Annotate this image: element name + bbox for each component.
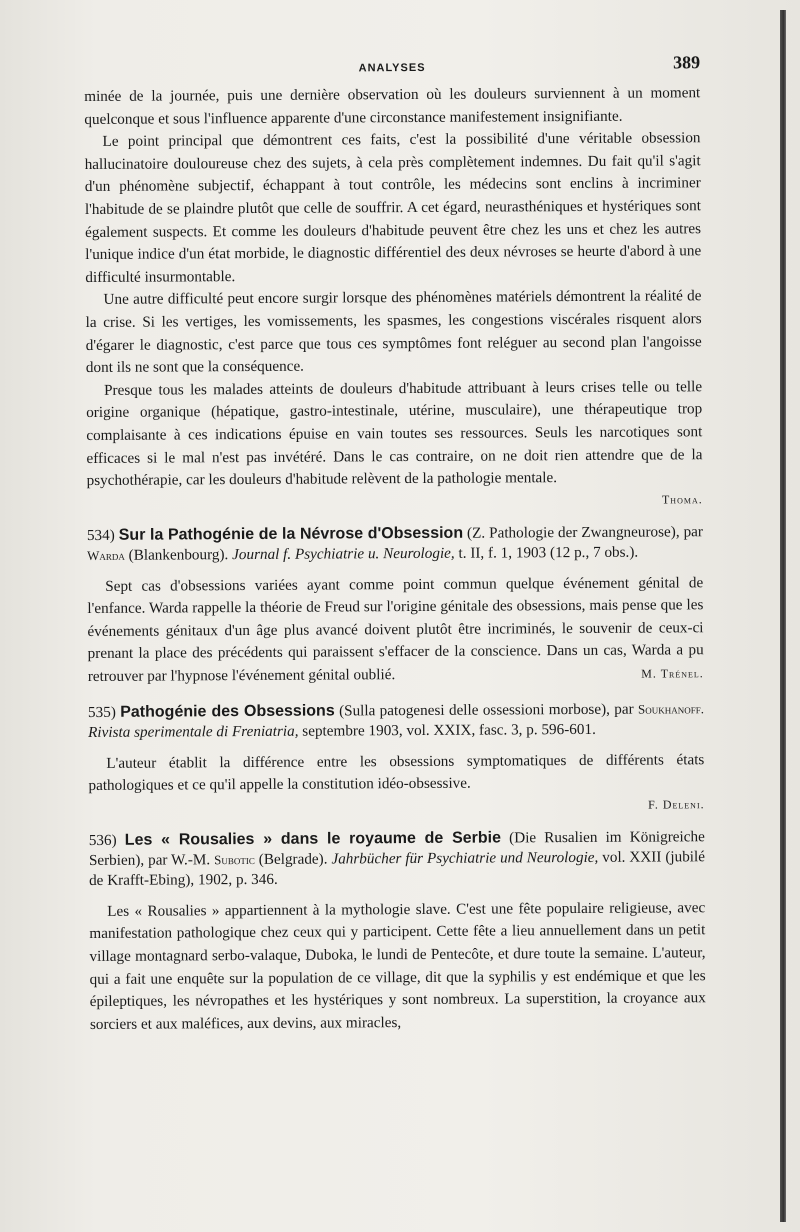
- page-number: 389: [672, 52, 701, 73]
- running-title: ANALYSES: [358, 61, 426, 75]
- entry-534-title: Sur la Pathogénie de la Névrose d'Obsession: [118, 524, 464, 544]
- entry-536-body: Les « Rousalies » appartiennent à la mythologie slave. C'est une fête populaire religieuse, avec manifestation pathologique chez ceux qui y participent. Cette fête a lieu annuellement dans un petit village montagnard serbo-valaque, Duboka, le lundi de Pentecôte, et dure toute la semaine. L'auteur, qui a fait une enquête sur la population de ce village, dit que la syphilis y est endémique et que les épileptiques, les névropathes et les hystériques y sont nombreux. La superstition, la croyance aux sorciers et aux maléfices, aux devins, aux miracles,: [89, 899, 706, 1033]
- page-edge-shadow: [780, 10, 786, 1222]
- entry-535-author: Soukhanoff.: [637, 700, 705, 717]
- entry-534-author: Warda: [87, 547, 125, 563]
- entry-535-ref-c: septembre 1903, vol. XXIX, fasc. 3, p. 596-601.: [302, 720, 596, 740]
- intro-paragraph-1: minée de la journée, puis une dernière observation où les douleurs surviennent à un moment quelconque et sous l'influence apparente d'une circonstance manifestement insignifiante.: [84, 84, 701, 128]
- entry-535-title: Pathogénie des Obsessions: [120, 702, 335, 721]
- entry-536-ref-a: (Die Rusalien im Königreiche Serbien), par W.-M.: [88, 828, 705, 869]
- entry-534-journal: Journal f. Psychiatrie u. Neurologie,: [232, 544, 455, 563]
- entry-536-heading: [89, 827, 705, 891]
- entry-536: [89, 827, 706, 1036]
- entry-536-number: 536): [88, 831, 117, 849]
- intro-paragraph-2: Le point principal que démontrent ces faits, c'est la possibilité d'une véritable obsession hallucinatoire douloureuse chez des sujets, à cela près complètement indemnes. Du fait qu'il s'agit d'un phénomène subjectif, échappant à tout contrôle, les médecins sont enclins à incriminer l'habitude de se plaindre plutôt que celle de souffrir. A cet égard, neurasthéniques et hystériques sont également suspects. Et comme les douleurs d'habitude peuvent être chez les uns et chez les autres l'unique indice d'un état morbide, le diagnostic différentiel des deux névroses se heurte d'abord à une difficulté insurmontable.: [84, 129, 702, 286]
- entry-534-body-text: Sept cas d'obsessions variées ayant comme point commun quelque événement génital de l'enfance. Warda rappelle la théorie de Freud sur l'origine génitale des obsessions, mais pense que les événements génitaux d'un âge plus avancé doivent plutôt être incriminés, le souvenir de ceux-ci prenant la place des précédents qui paraissent s'effacer de la conscience. Dans un cas, Warda a pu retrouver par l'hypnose l'événement génital oublié.: [87, 573, 704, 686]
- running-head: [84, 52, 700, 86]
- entry-535-heading: [88, 699, 704, 743]
- entry-535: [88, 699, 705, 817]
- intro-signature: Thoma.: [661, 491, 703, 507]
- entry-534-ref-c: t. II, f. 1, 1903 (12 p., 7 obs.).: [458, 543, 639, 562]
- page-content: [84, 52, 706, 1036]
- entry-534-number: 534): [86, 526, 115, 544]
- entry-535-ref-a: (Sulla patogenesi delle ossessioni morbose), par: [338, 700, 634, 720]
- entry-535-body: L'auteur établit la différence entre les obsessions symptomatiques de différents états pathologiques et ce qu'il appelle la constitution idéo-obsessive.: [88, 750, 705, 795]
- entry-534-body: [87, 572, 704, 689]
- entry-534-heading: [87, 522, 703, 566]
- entry-534: [87, 522, 704, 689]
- entry-534-ref-b: (Blankenbourg).: [128, 545, 229, 564]
- entry-536-author: Subotic: [214, 851, 255, 868]
- entry-536-ref-b: (Belgrade).: [258, 850, 328, 868]
- entry-535-signature: F. Deleni.: [648, 797, 705, 812]
- intro-paragraph-3: Une autre difficulté peut encore surgir lorsque des phénomènes matériels démontrent la réalité de la crise. Si les vertiges, les vomissements, les spasmes, les congestions viscérales risquent alors d'égarer le diagnostic, c'est parce que tous ces symptômes font reléguer au second plan l'angoisse dont ils ne sont que la conséquence.: [85, 287, 702, 377]
- entry-536-title: Les « Rousalies » dans le royaume de Serbie: [124, 829, 502, 849]
- entry-534-ref-a: (Z. Pathologie der Zwangneurose), par: [466, 522, 703, 542]
- entry-535-journal: Rivista sperimentale di Freniatria,: [88, 722, 299, 741]
- intro-paragraph-4: Presque tous les malades atteints de douleurs d'habitude attribuant à leurs crises telle ou telle origine organique (hépatique, gastro-intestinale, utérine, musculaire), une thérapeutique trop complaisante à ces indications épuise en vain toutes ses ressources. Seuls les narcotiques sont efficaces si le mal n'est pas invétéré. Dans le cas contraire, on ne doit rien attendre que de la psychothérapie, car les douleurs d'habitude relèvent de la pathologie mentale.: [86, 377, 703, 490]
- entry-534-signature: M. Trénel.: [641, 666, 704, 681]
- entry-536-journal: Jahrbücher für Psychiatrie und Neurologie,: [331, 848, 599, 868]
- entry-536-ref-c: vol. XXII (jubilé de Krafft-Ebing), 1902, p. 346.: [88, 848, 706, 889]
- entry-535-number: 535): [87, 703, 116, 721]
